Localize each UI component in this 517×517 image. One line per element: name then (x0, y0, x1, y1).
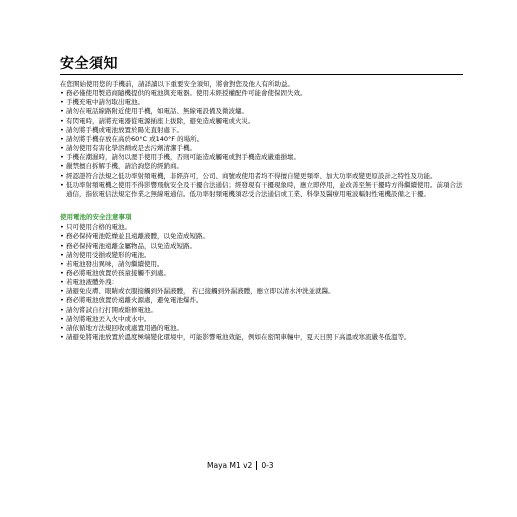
content (60, 80, 465, 342)
intro-paragraph: 在您開始使用您的手機前，請詳讀以下重要安全須知，將會對您及他人有所助益。 (60, 80, 294, 88)
safety-item: • 務必僅使用製造商隨機提供的電池與充電器。使用未經授權配件可能會使保固失效。 (60, 89, 465, 98)
safety-list (60, 89, 465, 199)
battery-item: • 務必將電池放置於遠離火源處，避免電池爆炸。 (60, 296, 465, 305)
page-title: 安全須知 (60, 56, 118, 72)
battery-item: • 請勿將電池丟入火中或水中。 (60, 315, 465, 324)
page-footer (207, 461, 274, 470)
battery-item: • 請勿使用受損或變形的電池。 (60, 251, 465, 260)
battery-item: • 若電池液體外洩： (60, 278, 465, 287)
battery-section-heading: 使用電池的安全注意事項 (60, 213, 132, 222)
safety-item: • 請勿將手機存放在高於60°C 或140°F 的場所。 (60, 135, 465, 144)
safety-item: • 低功率射頻電機之使用不得影響飛航安全及干擾合法通信；經發現有干擾現象時，應立即停用，並改善至無干擾時方得繼續使用。前項合法通信，指依電信法規定作業之無線電通信。低功率射頻電機須忍受合法通信或工業、科學及醫療用電波輻射性電機設備之干擾。 (60, 181, 465, 199)
footer-separator (256, 461, 257, 470)
battery-list (60, 223, 465, 342)
safety-item: • 請勿將手機或電池放置於陽光直射處下。 (60, 126, 465, 135)
title-divider (60, 74, 463, 75)
battery-item: • 務必將電池放置於孩童接觸不到處。 (60, 269, 465, 278)
battery-item: • 務必保持電池乾燥並且遠離液體，以免造成短路。 (60, 232, 465, 241)
battery-item: • 若電池發出異味，請勿繼續使用。 (60, 260, 465, 269)
battery-item: • 請勿嘗試自行打開或維修電池。 (60, 306, 465, 315)
safety-item: • 經認證符合法規之低功率射頻電機，非經許可，公司、商號或使用者均不得擅自變更頻率、加大功率或變更原設計之特性及功能。 (60, 172, 465, 181)
safety-item: • 請勿使用有害化學溶劑或是去污劑清潔手機。 (60, 144, 465, 153)
battery-item: • 請避免將電池放置於溫度極端變化環境中，可能影響電池效能，例如在密閉車輛中，夏天日照下高溫或寒流嚴冬低溫等。 (60, 333, 465, 342)
safety-item: • 嚴禁擅自拆解手機，請洽詢您的經銷商。 (60, 162, 465, 171)
battery-item: • 只可使用合格的電池。 (60, 223, 465, 232)
safety-item: • 有閃電時，請將充電器從電源插座上拔除，避免造成觸電或火災。 (60, 117, 465, 126)
safety-item: • 手機在潮濕時，請勿以溼手使用手機，否則可能造成觸電或對手機造成嚴重損壞。 (60, 153, 465, 162)
footer-product: Maya M1 v2 (207, 461, 253, 470)
safety-item: • 手機充電中請勿取出電池。 (60, 98, 465, 107)
battery-item: • 請依循地方法規回收或處置用過的電池。 (60, 324, 465, 333)
footer-page-number: 0-3 (261, 461, 274, 470)
battery-item: • 務必保持電池遠離金屬物品，以免造成短路。 (60, 242, 465, 251)
safety-item: • 請勿在電話線路附近使用手機，如電話、無線電設備及微波爐。 (60, 107, 465, 116)
battery-item: • 請避免皮膚、眼睛或衣服接觸到外漏液體， 若已接觸到外漏液體，應立即以清水沖洗並就醫。 (60, 287, 465, 296)
